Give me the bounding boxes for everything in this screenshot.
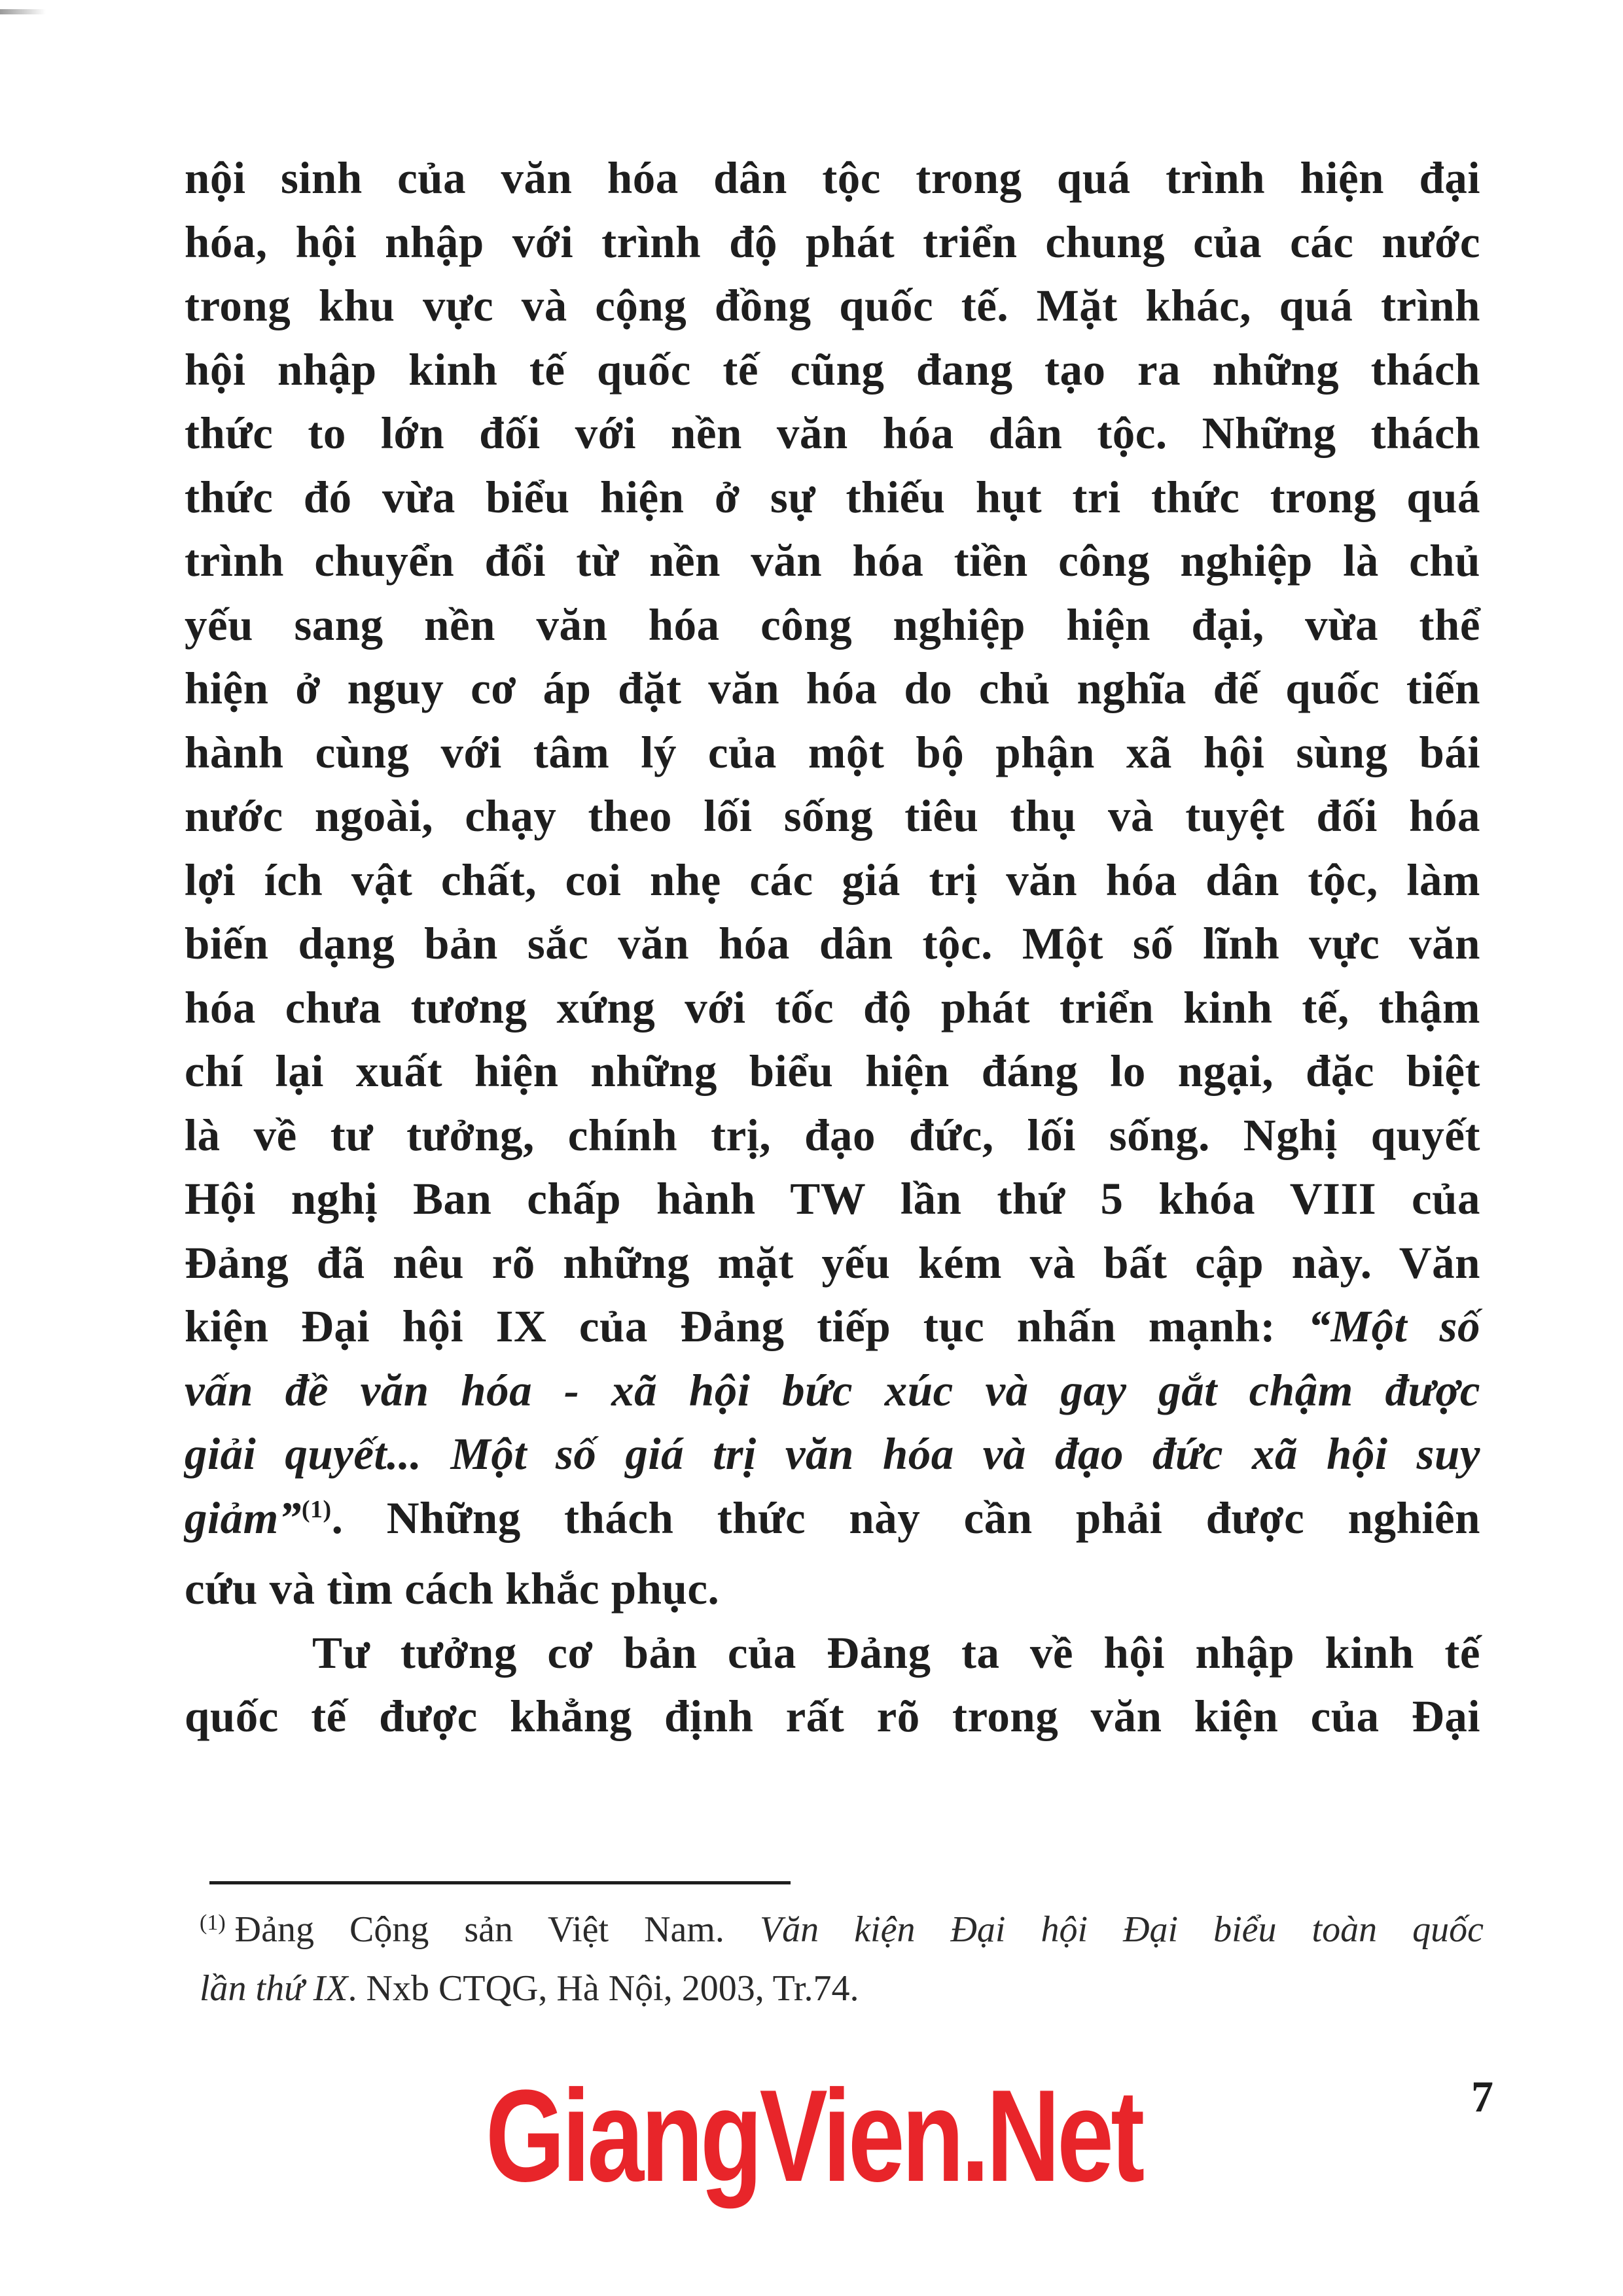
text-line-quote-end bbox=[185, 1487, 1480, 1558]
footnote-title: Văn kiện Đại hội Đại biểu toàn quốc bbox=[759, 1909, 1484, 1950]
text-line: hóa chưa tương xứng với tốc độ phát triển kinh tế, thậm bbox=[185, 982, 1480, 1033]
text-line: trình chuyển đổi từ nền văn hóa tiền công nghiệp là chủ bbox=[185, 536, 1480, 586]
footnote-divider bbox=[209, 1881, 791, 1884]
text-line: biến dạng bản sắc văn hóa dân tộc. Một số lĩnh vực văn bbox=[185, 919, 1480, 968]
text-line: là về tư tưởng, chính trị, đạo đức, lối sống. Nghị quyết bbox=[185, 1110, 1480, 1160]
text-line: thức to lớn đối với nền văn hóa dân tộc. Những thách bbox=[185, 408, 1480, 458]
footnote-line bbox=[200, 1962, 1484, 2015]
text-line: nước ngoài, chạy theo lối sống tiêu thụ và tuyệt đối hóa bbox=[185, 791, 1480, 841]
text-line: thức đó vừa biểu hiện ở sự thiếu hụt tri thức trong quá bbox=[185, 472, 1480, 522]
text-line: Tư tưởng cơ bản của Đảng ta về hội nhập kinh tế bbox=[312, 1627, 1480, 1678]
paragraph-1 bbox=[185, 147, 1480, 1621]
scan-edge-mark bbox=[0, 9, 46, 14]
footnote bbox=[200, 1903, 1484, 2015]
footnote-title: lần thứ IX bbox=[200, 1968, 348, 2009]
footnote-text: Đảng Cộng sản Việt Nam. bbox=[234, 1909, 760, 1950]
quote-text: giảm” bbox=[185, 1492, 302, 1543]
text-line: hiện ở nguy cơ áp đặt văn hóa do chủ nghĩa đế quốc tiến bbox=[185, 663, 1480, 713]
text-line: Đảng đã nêu rõ những mặt yếu kém và bất cập này. Văn bbox=[185, 1237, 1480, 1288]
text-line: quốc tế được khẳng định rất rõ trong văn kiện của Đại bbox=[185, 1691, 1480, 1741]
text-line: yếu sang nền văn hóa công nghiệp hiện đại, vừa thể bbox=[185, 599, 1480, 650]
footnote-text: . Nxb CTQG, Hà Nội, 2003, Tr.74. bbox=[348, 1968, 859, 2009]
quote-line: vấn đề văn hóa - xã hội bức xúc và gay gắt chậm được bbox=[185, 1365, 1480, 1415]
footnote-reference: (1) bbox=[301, 1495, 332, 1523]
paragraph-2 bbox=[185, 1621, 1480, 1749]
quote-line: giải quyết... Một số giá trị văn hóa và đạo đức xã hội suy bbox=[185, 1429, 1480, 1479]
line-text: . Những thách thức này cần phải được nghiên bbox=[331, 1492, 1480, 1543]
footnote-line bbox=[200, 1903, 1484, 1962]
text-line: hội nhập kinh tế quốc tế cũng đang tạo ra những thách bbox=[185, 344, 1480, 395]
text-line-closing: cứu và tìm cách khắc phục. bbox=[185, 1564, 720, 1614]
text-line: Hội nghị Ban chấp hành TW lần thứ 5 khóa VIII của bbox=[185, 1174, 1480, 1224]
text-line: hóa, hội nhập với trình độ phát triển chung của các nước bbox=[185, 217, 1480, 267]
quote-text: “Một số bbox=[1308, 1301, 1481, 1351]
text-line: lợi ích vật chất, coi nhẹ các giá trị văn hóa dân tộc, làm bbox=[185, 855, 1480, 905]
text-line: chí lại xuất hiện những biểu hiện đáng lo ngại, đặc biệt bbox=[185, 1046, 1480, 1096]
text-line: nội sinh của văn hóa dân tộc trong quá trình hiện đại bbox=[185, 153, 1480, 203]
watermark-logo: GiangVien.Net bbox=[486, 2063, 1142, 2209]
page-number: 7 bbox=[1471, 2072, 1493, 2121]
text-line: hành cùng với tâm lý của một bộ phận xã hội sùng bái bbox=[185, 727, 1480, 777]
footnote-marker: (1) bbox=[200, 1911, 226, 1935]
page-body bbox=[185, 147, 1480, 1749]
line-text: kiện Đại hội IX của Đảng tiếp tục nhấn mạnh: bbox=[185, 1301, 1308, 1351]
text-line: trong khu vực và cộng đồng quốc tế. Mặt khác, quá trình bbox=[185, 281, 1480, 330]
text-line-quote-start bbox=[185, 1295, 1480, 1359]
